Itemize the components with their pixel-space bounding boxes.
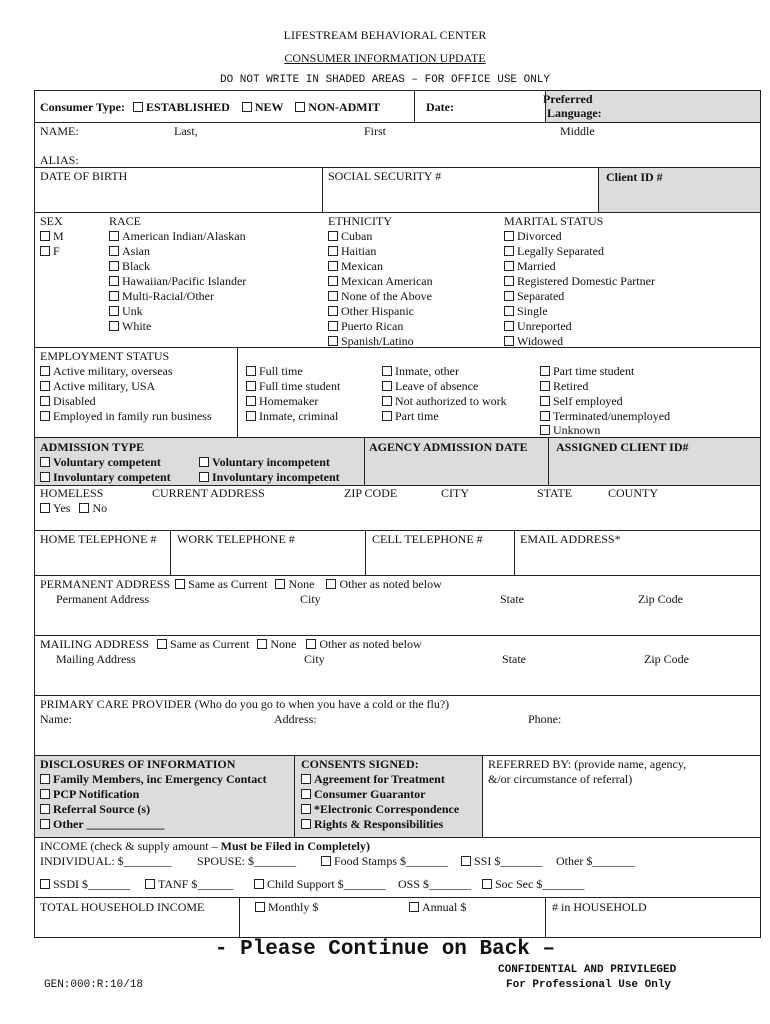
marital-checkbox[interactable]: [504, 246, 514, 256]
sex-f-checkbox[interactable]: [40, 246, 50, 256]
sex-title: SEX: [40, 214, 63, 228]
permanent-zip-label: Zip Code: [638, 592, 683, 606]
employment-option: Full time: [246, 364, 303, 378]
ethnicity-checkbox[interactable]: [328, 246, 338, 256]
sex-m-checkbox[interactable]: [40, 231, 50, 241]
marital-checkbox[interactable]: [504, 306, 514, 316]
ssn-label: SOCIAL SECURITY #: [328, 169, 442, 183]
disclosure-option: Referral Source (s): [40, 802, 150, 816]
employment-checkbox[interactable]: [540, 366, 550, 376]
marital-checkbox[interactable]: [504, 291, 514, 301]
child-support-checkbox[interactable]: [254, 879, 264, 889]
assigned-client-id-label: ASSIGNED CLIENT ID#: [556, 440, 689, 454]
mailing-address-field-label: Mailing Address: [56, 652, 136, 666]
employment-option: Terminated/unemployed: [540, 409, 670, 423]
monthly-checkbox[interactable]: [255, 902, 265, 912]
confidential-label: CONFIDENTIAL AND PRIVILEGED: [498, 964, 677, 976]
mailing-address-title: MAILING ADDRESS: [40, 637, 150, 651]
mailing-other-checkbox[interactable]: [306, 639, 316, 649]
disclosure-option: Family Members, inc Emergency Contact: [40, 772, 267, 786]
admission-option: Involuntary competent: [40, 470, 171, 484]
homeless-no-checkbox[interactable]: [79, 503, 89, 513]
ethnicity-option: Mexican: [328, 259, 383, 273]
employment-title: EMPLOYMENT STATUS: [40, 349, 170, 363]
employment-option: Active military, overseas: [40, 364, 173, 378]
ethnicity-option: Haitian: [328, 244, 376, 258]
employment-checkbox[interactable]: [246, 411, 256, 421]
employment-option: Inmate, criminal: [246, 409, 338, 423]
mailing-address-row: MAILING ADDRESS Same as Current None Other as noted below: [40, 637, 422, 651]
consent-option: Rights & Responsibilities: [301, 817, 443, 831]
marital-option: Single: [504, 304, 548, 318]
race-checkbox[interactable]: [109, 321, 119, 331]
employment-option: Leave of absence: [382, 379, 478, 393]
name-label: NAME:: [40, 124, 79, 138]
zip-code-label: ZIP CODE: [344, 486, 398, 500]
professional-use-label: For Professional Use Only: [506, 979, 672, 991]
date-label: Date:: [426, 100, 454, 114]
employment-option: Inmate, other: [382, 364, 459, 378]
soc-sec-checkbox[interactable]: [482, 879, 492, 889]
marital-checkbox[interactable]: [504, 276, 514, 286]
race-title: RACE: [109, 214, 142, 228]
form-code: GEN:000:R:10/18: [44, 979, 144, 991]
ethnicity-checkbox[interactable]: [328, 261, 338, 271]
cell-telephone-label: CELL TELEPHONE #: [372, 532, 483, 546]
employment-checkbox[interactable]: [40, 381, 50, 391]
annual-option: Annual $: [409, 900, 466, 914]
marital-option: Separated: [504, 289, 564, 303]
food-stamps-checkbox[interactable]: [321, 856, 331, 866]
middle-name-label: Middle: [560, 124, 595, 138]
marital-option: Legally Separated: [504, 244, 604, 258]
pcp-address-label: Address:: [274, 712, 317, 726]
income-food-stamps: Food Stamps $_______: [321, 854, 448, 868]
permanent-address-title: PERMANENT ADDRESS: [40, 577, 171, 591]
employment-checkbox[interactable]: [540, 381, 550, 391]
established-label: ESTABLISHED: [146, 100, 230, 114]
referred-by-note: &/or circumstance of referral): [488, 772, 633, 786]
employment-checkbox[interactable]: [540, 411, 550, 421]
established-checkbox[interactable]: [133, 102, 143, 112]
income-child-support: Child Support $_______: [254, 877, 386, 891]
race-option: Asian: [109, 244, 150, 258]
employment-checkbox[interactable]: [382, 411, 392, 421]
ethnicity-checkbox[interactable]: [328, 276, 338, 286]
race-option: Black: [109, 259, 150, 273]
employment-option: Active military, USA: [40, 379, 155, 393]
income-ssdi: SSDI $_______: [40, 877, 130, 891]
employment-checkbox[interactable]: [246, 396, 256, 406]
admission-checkbox[interactable]: [40, 472, 50, 482]
consent-option: *Electronic Correspondence: [301, 802, 459, 816]
ethnicity-title: ETHNICITY: [328, 214, 392, 228]
race-checkbox[interactable]: [109, 291, 119, 301]
employment-checkbox[interactable]: [246, 366, 256, 376]
county-label: COUNTY: [608, 486, 658, 500]
income-spouse: SPOUSE: $_______: [197, 854, 297, 868]
client-id-label: Client ID #: [606, 170, 663, 184]
ethnicity-option: None of the Above: [328, 289, 432, 303]
email-address-label: EMAIL ADDRESS*: [520, 532, 621, 546]
first-name-label: First: [364, 124, 387, 138]
disclosures-title: DISCLOSURES OF INFORMATION: [40, 757, 236, 771]
consent-checkbox[interactable]: [301, 774, 311, 784]
alias-label: ALIAS:: [40, 153, 79, 167]
admission-checkbox[interactable]: [199, 457, 209, 467]
race-checkbox[interactable]: [109, 246, 119, 256]
race-option: American Indian/Alaskan: [109, 229, 246, 243]
mailing-none-checkbox[interactable]: [257, 639, 267, 649]
race-checkbox[interactable]: [109, 276, 119, 286]
marital-checkbox[interactable]: [504, 261, 514, 271]
employment-option: Not authorized to work: [382, 394, 507, 408]
ethnicity-option: Puerto Rican: [328, 319, 403, 333]
dob-label: DATE OF BIRTH: [40, 169, 128, 183]
employment-checkbox[interactable]: [40, 411, 50, 421]
homeless-yes-checkbox[interactable]: [40, 503, 50, 513]
admission-title: ADMISSION TYPE: [40, 440, 145, 454]
permanent-same-checkbox[interactable]: [175, 579, 185, 589]
admission-option: Voluntary competent: [40, 455, 161, 469]
consent-checkbox[interactable]: [301, 804, 311, 814]
home-telephone-label: HOME TELEPHONE #: [40, 532, 157, 546]
ethnicity-option: Spanish/Latino: [328, 334, 414, 348]
agency-admission-date-label: AGENCY ADMISSION DATE: [369, 440, 528, 454]
ethnicity-checkbox[interactable]: [328, 306, 338, 316]
marital-checkbox[interactable]: [504, 231, 514, 241]
permanent-none-checkbox[interactable]: [275, 579, 285, 589]
race-checkbox[interactable]: [109, 306, 119, 316]
tanf-checkbox[interactable]: [145, 879, 155, 889]
mailing-same-checkbox[interactable]: [157, 639, 167, 649]
permanent-other-checkbox[interactable]: [326, 579, 336, 589]
mailing-zip-label: Zip Code: [644, 652, 689, 666]
consent-option: Consumer Guarantor: [301, 787, 425, 801]
disclosure-option: Other _____________: [40, 817, 164, 831]
ethnicity-checkbox[interactable]: [328, 231, 338, 241]
consents-title: CONSENTS SIGNED:: [301, 757, 419, 771]
household-count-label: # in HOUSEHOLD: [552, 900, 647, 914]
disclosure-checkbox[interactable]: [40, 789, 50, 799]
admission-option: Voluntary incompetent: [199, 455, 330, 469]
race-option: Hawaiian/Pacific Islander: [109, 274, 246, 288]
annual-checkbox[interactable]: [409, 902, 419, 912]
race-checkbox[interactable]: [109, 231, 119, 241]
ssdi-checkbox[interactable]: [40, 879, 50, 889]
consent-option: Agreement for Treatment: [301, 772, 445, 786]
language-label: Language:: [547, 106, 602, 120]
marital-option: Divorced: [504, 229, 562, 243]
employment-option: Part time: [382, 409, 439, 423]
last-name-label: Last,: [174, 124, 198, 138]
admission-checkbox[interactable]: [199, 472, 209, 482]
pcp-name-label: Name:: [40, 712, 72, 726]
consent-checkbox[interactable]: [301, 819, 311, 829]
employment-option: Retired: [540, 379, 588, 393]
marital-option: Married: [504, 259, 556, 273]
employment-option: Part time student: [540, 364, 634, 378]
new-checkbox[interactable]: [242, 102, 252, 112]
sex-option: M: [40, 229, 64, 243]
ethnicity-checkbox[interactable]: [328, 321, 338, 331]
disclosure-option: PCP Notification: [40, 787, 139, 801]
employment-checkbox[interactable]: [382, 381, 392, 391]
marital-checkbox[interactable]: [504, 321, 514, 331]
disclosure-checkbox[interactable]: [40, 804, 50, 814]
office-note: DO NOT WRITE IN SHADED AREAS – FOR OFFICE USE ONLY: [219, 74, 551, 86]
ethnicity-option: Other Hispanic: [328, 304, 414, 318]
income-individual: INDIVIDUAL: $________: [40, 854, 172, 868]
continue-on-back: - Please Continue on Back –: [214, 938, 556, 961]
marital-option: Widowed: [504, 334, 563, 348]
monthly-option: Monthly $: [255, 900, 318, 914]
income-other: Other $_______: [556, 854, 635, 868]
income-ssi: SSI $_______: [461, 854, 542, 868]
permanent-state-label: State: [500, 592, 524, 606]
permanent-address-field-label: Permanent Address: [56, 592, 149, 606]
employment-checkbox[interactable]: [382, 366, 392, 376]
employment-checkbox[interactable]: [540, 396, 550, 406]
income-soc-sec: Soc Sec $_______: [482, 877, 584, 891]
race-option: Multi-Racial/Other: [109, 289, 214, 303]
work-telephone-label: WORK TELEPHONE #: [177, 532, 295, 546]
admission-checkbox[interactable]: [40, 457, 50, 467]
ethnicity-checkbox[interactable]: [328, 336, 338, 346]
ethnicity-option: Cuban: [328, 229, 372, 243]
pcp-title: PRIMARY CARE PROVIDER (Who do you go to when you have a cold or the flu?): [40, 697, 450, 711]
state-label: STATE: [537, 486, 573, 500]
income-title: INCOME (check & supply amount – Must be Filed in Completely): [40, 839, 370, 853]
ethnicity-checkbox[interactable]: [328, 291, 338, 301]
employment-checkbox[interactable]: [540, 425, 550, 435]
employment-checkbox[interactable]: [40, 396, 50, 406]
city-label: CITY: [441, 486, 469, 500]
employment-checkbox[interactable]: [246, 381, 256, 391]
income-tanf: TANF $______: [145, 877, 233, 891]
non-admit-label: NON-ADMIT: [308, 100, 381, 114]
employment-option: Employed in family run business: [40, 409, 212, 423]
race-option: White: [109, 319, 151, 333]
income-oss: OSS $_______: [398, 877, 472, 891]
permanent-address-row: PERMANENT ADDRESS Same as Current None Other as noted below: [40, 577, 442, 591]
disclosure-checkbox[interactable]: [40, 819, 50, 829]
permanent-city-label: City: [300, 592, 321, 606]
employment-option: Full time student: [246, 379, 340, 393]
marital-option: Unreported: [504, 319, 572, 333]
employment-option: Homemaker: [246, 394, 318, 408]
org-name: LIFESTREAM BEHAVIORAL CENTER: [283, 28, 487, 42]
homeless-options: Yes No: [40, 501, 107, 515]
employment-option: Self employed: [540, 394, 623, 408]
admission-option: Involuntary incompetent: [199, 470, 340, 484]
race-option: Unk: [109, 304, 143, 318]
ethnicity-option: Mexican American: [328, 274, 433, 288]
marital-option: Registered Domestic Partner: [504, 274, 655, 288]
non-admit-checkbox[interactable]: [295, 102, 305, 112]
form-title: CONSUMER INFORMATION UPDATE: [284, 51, 486, 65]
pcp-phone-label: Phone:: [528, 712, 562, 726]
mailing-state-label: State: [502, 652, 526, 666]
marital-title: MARITAL STATUS: [504, 214, 604, 228]
sex-option: F: [40, 244, 60, 258]
employment-checkbox[interactable]: [382, 396, 392, 406]
consumer-type-label: Consumer Type:: [40, 100, 126, 114]
ssi-checkbox[interactable]: [461, 856, 471, 866]
preferred-label: Preferred: [543, 92, 593, 106]
disclosure-checkbox[interactable]: [40, 774, 50, 784]
marital-checkbox[interactable]: [504, 336, 514, 346]
race-checkbox[interactable]: [109, 261, 119, 271]
mailing-city-label: City: [304, 652, 325, 666]
new-label: NEW: [254, 100, 284, 114]
consumer-type-row: [40, 100, 380, 114]
employment-checkbox[interactable]: [40, 366, 50, 376]
employment-option: Disabled: [40, 394, 96, 408]
consent-checkbox[interactable]: [301, 789, 311, 799]
total-household-income-label: TOTAL HOUSEHOLD INCOME: [40, 900, 205, 914]
employment-option: Unknown: [540, 423, 600, 437]
referred-by-label: REFERRED BY: (provide name, agency,: [488, 757, 687, 771]
current-address-label: CURRENT ADDRESS: [152, 486, 265, 500]
homeless-label: HOMELESS: [40, 486, 104, 500]
